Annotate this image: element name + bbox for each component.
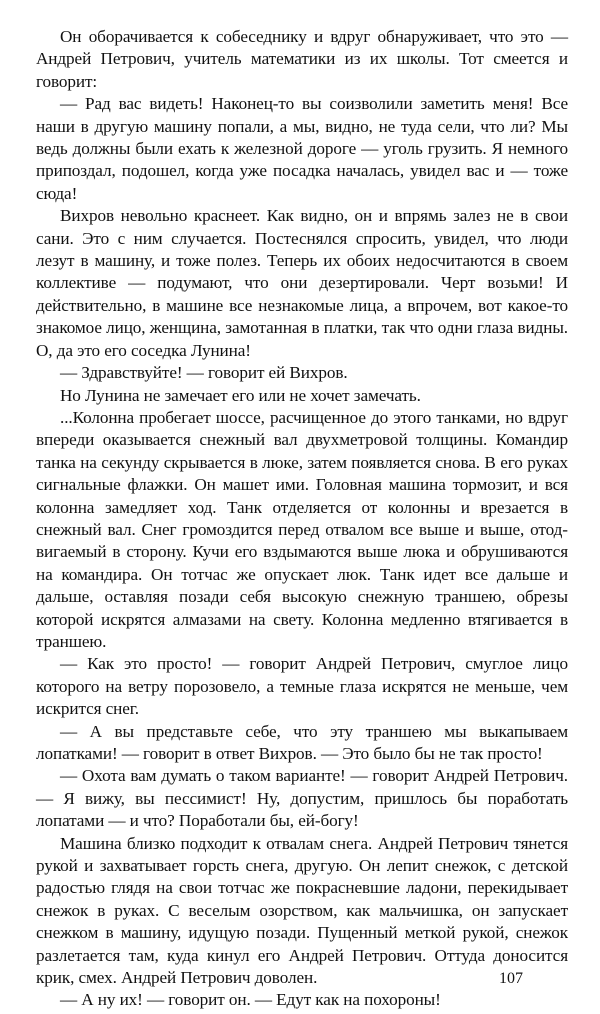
paragraph-6: ...Колонна пробегает шоссе, расчищенное до этого танками, но вдруг впереди оказывается снежный вал двухметровой толщины. Командир танка на секунду скрывается в люке, затем появляется снова. В его руках сигнальные флажки. Он машет ими. Головная машина тормозит, и вся колонна замедляет ход. Танк отделяется от колонны и врезается в снежный вал. Снег громоздится перед отвалом все выше и выше, отодвигаемый в сторону. Кучи его вздымаются выше люка и обрушиваются на командира. Он тотчас же опускает люк. Танк идет все дальше и дальше, оставляя позади себя высокую снежную траншею, обрезы которой искрятся алмазами на свету. Колонна медленно втягивается в траншею. <box>36 407 568 651</box>
page-text <box>36 26 568 1012</box>
paragraph-8: — А вы представьте себе, что эту траншею мы выкапываем лопатками! — говорит в ответ Вихров. — Это было бы не так просто! <box>36 721 568 763</box>
paragraph-1: Он оборачивается к собеседнику и вдруг обнаруживает, что это — Андрей Петрович, учитель математики из их школы. Тот смеется и говорит: <box>36 27 568 91</box>
paragraph-10: Машина близко подходит к отвалам снега. Андрей Петрович тянется рукой и захватывает горсть снега, другую. Он лепит снежок, с детской радостью глядя на свои тотчас же покрасневшие ладони, перекидывает снежок в руках. С веселым озорством, как мальчишка, он запускает снежком в машину, идущую позади. Пущенный меткой рукой, снежок разлетается там, куда кинул его Андрей Петрович. Оттуда доносится крик, смех. Андрей Петрович доволен. <box>36 833 568 988</box>
paragraph-11: — А ну их! — говорит он. — Едут как на похороны! <box>60 990 441 1010</box>
paragraph-2: — Рад вас видеть! Наконец-то вы соизволили заметить меня! Все наши в другую машину попали, а мы, видно, не туда сели, что ли? Мы ведь должны были ехать к железной дороге — уголь грузить. Я немного припоздал, подошел, когда уже посадка началась, увидел вас и — тоже сюда! <box>36 94 568 203</box>
paragraph-7: — Как это просто! — говорит Андрей Петрович, смуглое лицо которого на ветру порозовело, а темные глаза искрятся не меньше, чем искрится снег. <box>36 654 568 719</box>
paragraph-4: — Здравствуйте! — говорит ей Вихров. <box>60 363 348 383</box>
paragraph-9: — Охота вам думать о таком варианте! — говорит Андрей Петрович. — Я вижу, вы пессимист! Ну, допустим, пришлось бы поработать лопатами — и что? Поработали бы, ей-богу! <box>36 766 568 831</box>
page-number: 107 <box>499 970 523 987</box>
paragraph-5: Но Лунина не замечает его или не хочет замечать. <box>60 385 421 405</box>
paragraph-3: Вихров невольно краснеет. Как видно, он и впрямь залез не в свои сани. Это с ним случается. Постеснялся спросить, увидел, что люди лезут в машину, и тоже полез. Теперь их обоих недосчитаются в своем коллективе — подумают, что они дезертировали. Черт возьми! И действительно, в машине все незнакомые лица, а впрочем, вот какое-то знакомое лицо, женщина, замотанная в платки, так что одни глаза видны. О, да это его соседка Лунина! <box>36 206 568 360</box>
